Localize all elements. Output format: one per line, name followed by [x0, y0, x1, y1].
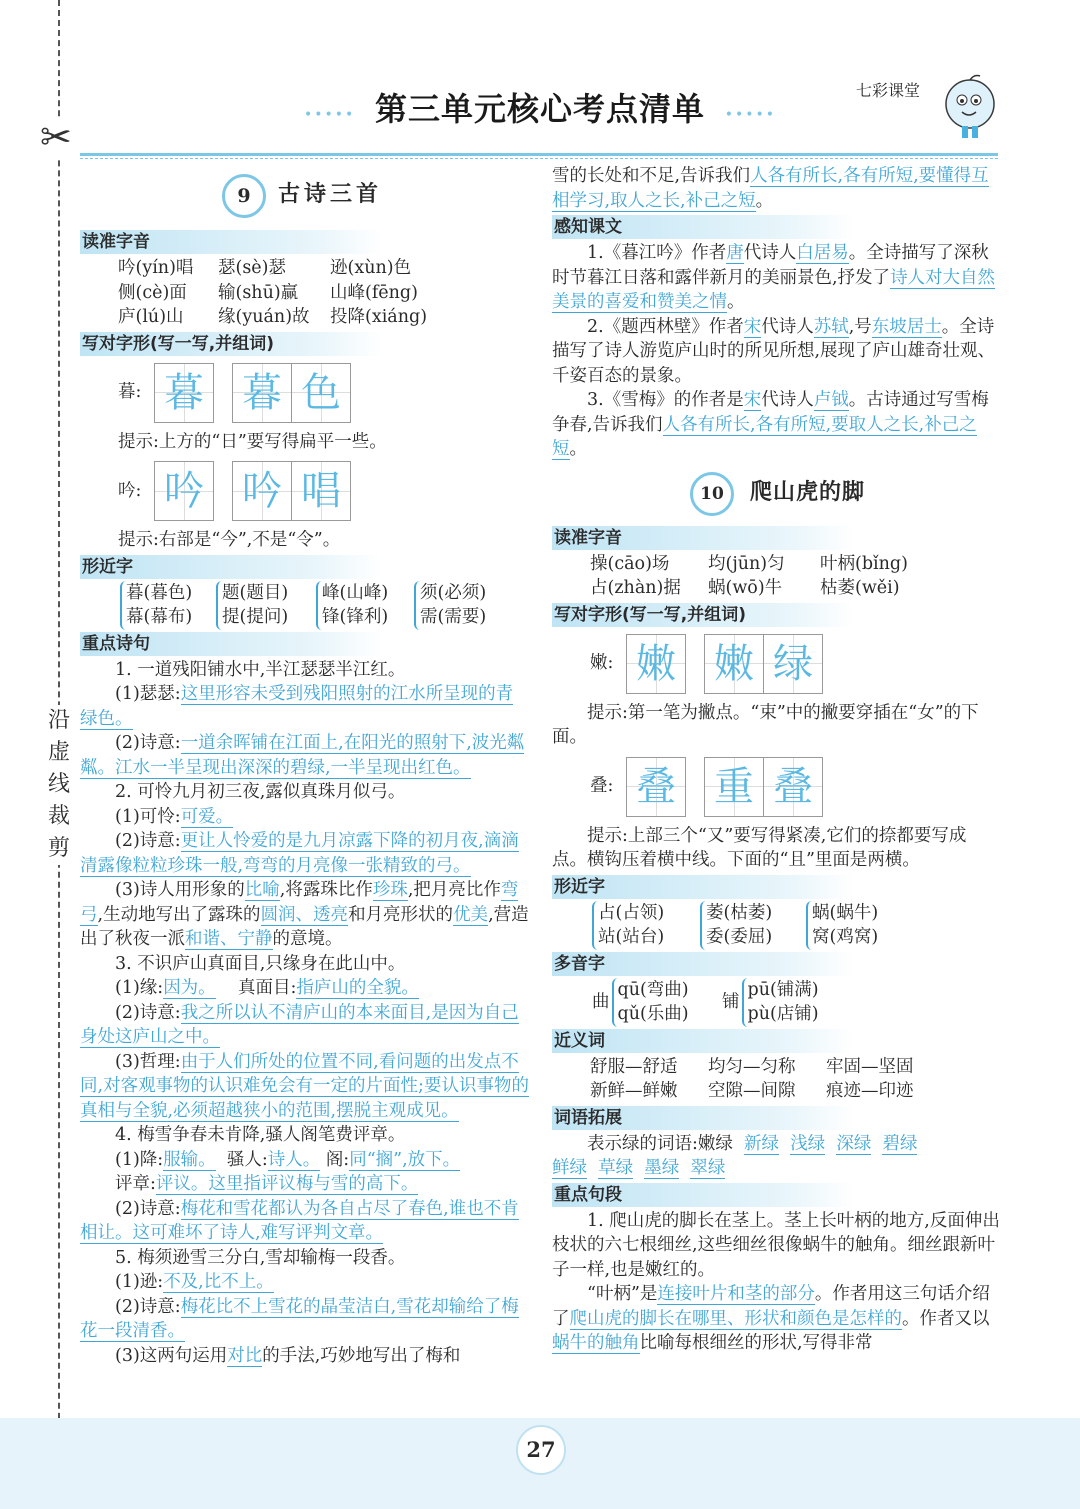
reading-item: 投降(xiáng) — [330, 307, 428, 327]
write-cell: 绿 — [764, 634, 823, 694]
write-tip: 提示:右部是“今”,不是“令”。 — [118, 530, 341, 550]
write-label: 吟: — [118, 480, 142, 501]
synonym-pair: 舒服—舒适 — [590, 1056, 678, 1077]
scissors-icon: ✂ — [40, 115, 72, 159]
lesson-title: 爬山虎的脚 — [750, 478, 866, 505]
poem-line: 2. 可怜九月初三夜,露似真珠月似弓。 — [115, 782, 406, 802]
cut-instruction: 沿 虚 线 裁 剪 — [46, 705, 72, 865]
similar-list — [80, 581, 530, 630]
synonym-pair: 空隙—间隙 — [708, 1081, 796, 1101]
similar-group: 暮(暮色) 幕(幕布) — [120, 581, 216, 630]
write-cell: 色 — [292, 363, 351, 423]
decor-dots-right: ••••• — [724, 107, 776, 123]
poem-note: (2)诗意:梅花比不上雪花的晶莹洁白,雪花却输给了梅花一段清香。 — [80, 1296, 519, 1341]
lesson10-heading — [552, 462, 1000, 524]
similar-group: 须(必须) 需(需要) — [414, 581, 524, 630]
reading-item: 输(shū)赢 — [218, 282, 299, 303]
write-cell: 叠 — [626, 757, 686, 817]
poem-line: 5. 梅须逊雪三分白,雪却输梅一段香。 — [115, 1247, 406, 1268]
reading-item: 侧(cè)面 — [118, 282, 187, 303]
section-similar: 形近字 — [552, 875, 854, 899]
section-similar: 形近字 — [80, 555, 382, 579]
reading-item: 庐(lú)山 — [118, 307, 184, 327]
section-write: 写对字形(写一写,并组词) — [80, 332, 382, 356]
write-exercise — [80, 360, 530, 426]
right-column — [552, 164, 1000, 1356]
decor-dots-left: ••••• — [304, 107, 356, 123]
lesson-number: 10 — [690, 472, 734, 516]
lesson-number: 9 — [222, 174, 266, 218]
write-label: 嫩: — [590, 653, 614, 674]
page-title: 第三单元核心考点清单 — [374, 90, 705, 128]
write-cell: 唱 — [292, 461, 351, 521]
reading-item: 山峰(fēng) — [330, 282, 418, 303]
write-exercise — [552, 631, 1000, 697]
write-exercise — [552, 754, 1000, 820]
write-word — [232, 363, 351, 423]
write-label: 叠: — [590, 776, 614, 797]
page-header — [300, 84, 780, 134]
write-cell: 嫩 — [626, 634, 686, 694]
brand-name: 七彩课堂 — [856, 81, 921, 100]
key-sentence: 1. 爬山虎的脚长在茎上。茎上长叶柄的地方,反面伸出枝状的六七根细丝,这些细丝很像蜗牛的触角。细丝跟新叶子一样,也是嫩红的。 — [552, 1210, 1000, 1280]
write-word — [704, 634, 823, 694]
write-cell: 吟 — [232, 461, 292, 521]
section-write: 写对字形(写一写,并组词) — [552, 603, 854, 627]
continued-text: 雪的长处和不足,告诉我们人各有所长,各有所短,要懂得互相学习,取人之长,补己之短。 — [552, 166, 989, 211]
section-synonyms: 近义词 — [552, 1029, 854, 1053]
similar-list — [552, 901, 1000, 950]
reading-item: 蜗(wō)牛 — [708, 578, 783, 598]
write-tip: 提示:第一笔为撇点。“束”中的撇要穿插在“女”的下面。 — [552, 702, 979, 747]
section-polyphone: 多音字 — [552, 952, 854, 976]
reading-item: 操(cāo)场 — [590, 553, 670, 574]
write-cell: 暮 — [232, 363, 292, 423]
poem-note: (2)诗意:梅花和雪花都认为各自占尽了春色,谁也不肯相让。这可难坏了诗人,难写评判文章。 — [80, 1198, 519, 1243]
polyphone-group: 铺 pū(铺满) pù(店铺) — [722, 978, 819, 1027]
poem-line: 1. 一道残阳铺水中,半江瑟瑟半江红。 — [115, 659, 406, 680]
header-rule — [80, 153, 998, 156]
similar-group: 占(占领) 站(站台) — [592, 901, 700, 950]
poem-note: (3)诗人用形象的比喻,将露珠比作珍珠,把月亮比作弯弓,生动地写出了露珠的圆润、透亮和月亮形状的优美,营造出了秋夜一派和谐、宁静的意境。 — [80, 880, 529, 949]
page-number: 27 — [516, 1425, 566, 1475]
extension-words: 表示绿的词语:嫩绿 新绿 浅绿 深绿 碧绿 鲜绿 草绿 墨绿 翠绿 — [552, 1133, 918, 1178]
reading-item: 逊(xùn)色 — [330, 258, 412, 278]
write-tip: 提示:上部三个“又”要写得紧凑,它们的捺都要写成点。横钩压着横中线。下面的“且”里面是两横。 — [552, 825, 967, 870]
header-rule-dashed — [80, 158, 998, 159]
synonym-pair: 均匀—匀称 — [708, 1056, 796, 1077]
section-readings: 读准字音 — [80, 230, 382, 254]
poem-note: 评章:评议。这里指评议梅与雪的高下。 — [115, 1174, 419, 1194]
write-tip: 提示:上方的“日”要写得扁平一些。 — [118, 431, 387, 452]
lesson9-heading — [80, 166, 530, 228]
readings-list — [552, 552, 1000, 601]
poem-note: (2)诗意:我之所以认不清庐山的本来面目,是因为自己身处这庐山之中。 — [80, 1002, 519, 1047]
similar-group: 峰(山峰) 锋(锋利) — [316, 581, 414, 630]
write-label: 暮: — [118, 382, 142, 403]
readings-list — [80, 256, 530, 330]
reading-item: 均(jūn)匀 — [708, 553, 785, 574]
text-note: 3.《雪梅》的作者是宋代诗人卢钺。古诗通过写雪梅争春,告诉我们人各有所长,各有所短,要取人之长,补己之短。 — [552, 390, 989, 459]
left-column — [80, 166, 530, 1368]
poem-note: (1)瑟瑟:这里形容未受到残阳照射的江水所呈现的青绿色。 — [80, 684, 514, 729]
polyphone-list — [552, 978, 1000, 1027]
section-text: 感知课文 — [552, 215, 854, 239]
reading-item: 叶柄(bǐng) — [820, 553, 908, 574]
similar-group: 萎(枯萎) 委(委屈) — [700, 901, 806, 950]
reading-item: 占(zhàn)据 — [590, 578, 681, 598]
polyphone-group: 曲 qū(弯曲) qǔ(乐曲) — [592, 978, 722, 1027]
poem-note: (1)降:服输。 骚人:诗人。 阁:同“搁”,放下。 — [115, 1149, 461, 1170]
write-cell: 暮 — [154, 363, 214, 423]
synonym-list — [552, 1055, 1000, 1104]
poem-note: (3)这两句运用对比的手法,巧妙地写出了梅和 — [115, 1345, 461, 1366]
section-key-sentences: 重点句段 — [552, 1183, 854, 1207]
reading-item: 瑟(sè)瑟 — [218, 258, 286, 278]
write-cell: 吟 — [154, 461, 214, 521]
text-note: 1.《暮江吟》作者唐代诗人白居易。全诗描写了深秋时节暮江日落和露伴新月的美丽景色,抒发了诗人对大自然美景的喜爱和赞美之情。 — [552, 243, 996, 312]
poem-note: (1)可怜:可爱。 — [115, 806, 234, 827]
section-poems: 重点诗句 — [80, 632, 382, 656]
lesson-title: 古诗三首 — [278, 181, 383, 207]
write-cell: 叠 — [764, 757, 823, 817]
write-exercise — [80, 458, 530, 524]
similar-group: 蜗(蜗牛) 窝(鸡窝) — [806, 901, 916, 950]
synonym-pair: 痕迹—印迹 — [826, 1081, 914, 1101]
poem-note: (1)缘:因为。 真面目:指庐山的全貌。 — [115, 978, 419, 998]
write-cell: 重 — [704, 757, 764, 817]
synonym-pair: 新鲜—鲜嫩 — [590, 1081, 678, 1101]
write-word — [232, 461, 351, 521]
poem-line: 4. 梅雪争春未肯降,骚人阁笔费评章。 — [115, 1125, 406, 1145]
write-word — [704, 757, 823, 817]
section-extension: 词语拓展 — [552, 1106, 854, 1130]
reading-item: 吟(yín)唱 — [118, 258, 194, 278]
write-cell: 嫩 — [704, 634, 764, 694]
section-readings: 读准字音 — [552, 526, 854, 550]
reading-item: 枯萎(wěi) — [820, 578, 900, 598]
poem-note: (3)哲理:由于人们所处的位置不同,看问题的出发点不同,对客观事物的认识难免会有一定的片面性;要认识事物的真相与全貌,必须超越狭小的范围,摆脱主观成见。 — [80, 1051, 529, 1121]
key-analysis: “叶柄”是连接叶片和茎的部分。作者用这三句话介绍了爬山虎的脚长在哪里、形状和颜色是怎样的。作者又以蜗牛的触角比喻每根细丝的形状,写得非常 — [552, 1284, 990, 1353]
synonym-pair: 牢固—坚固 — [826, 1056, 914, 1077]
poem-line: 3. 不识庐山真面目,只缘身在此山中。 — [115, 953, 406, 974]
mascot-icon — [940, 72, 998, 142]
poem-note: (2)诗意:一道余晖铺在江面上,在阳光的照射下,波光粼粼。江水一半呈现出深深的碧绿,一半呈现出红色。 — [80, 733, 525, 778]
poem-note: (2)诗意:更让人怜爱的是九月凉露下降的初月夜,滴滴清露像粒粒珍珠一般,弯弯的月亮像一张精致的弓。 — [80, 831, 519, 876]
text-note: 2.《题西林壁》作者宋代诗人苏轼,号东坡居士。全诗描写了诗人游览庐山时的所见所想,展现了庐山雄奇壮观、千姿百态的景象。 — [552, 316, 996, 386]
similar-group: 题(题目) 提(提问) — [216, 581, 316, 630]
reading-item: 缘(yuán)故 — [218, 307, 310, 327]
poem-note: (1)逊:不及,比不上。 — [115, 1272, 274, 1292]
